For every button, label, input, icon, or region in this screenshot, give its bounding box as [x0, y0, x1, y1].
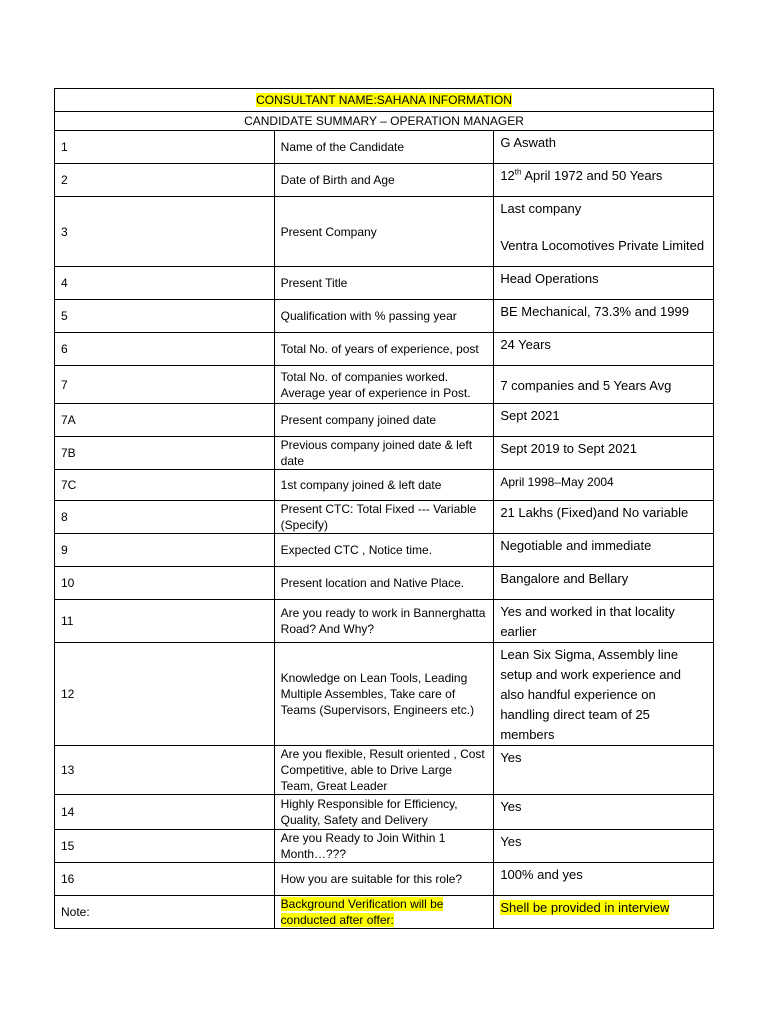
table-row	[55, 830, 714, 863]
row-number: 12	[55, 643, 275, 746]
table-row	[55, 164, 714, 197]
row-question: Highly Responsible for Efficiency, Quality, Safety and Delivery	[274, 795, 494, 830]
note-row	[55, 896, 714, 929]
row-number: 10	[55, 567, 275, 600]
row-number: 3	[55, 197, 275, 267]
row-answer: Yes	[494, 830, 714, 863]
row-answer: 24 Years	[494, 333, 714, 366]
note-answer-cell	[494, 896, 714, 929]
table-row	[55, 197, 714, 267]
row-number: 4	[55, 267, 275, 300]
table-row	[55, 863, 714, 896]
row-question: 1st company joined & left date	[274, 470, 494, 501]
dob-rest: April 1972 and 50 Years	[521, 168, 663, 183]
row-question: Present location and Native Place.	[274, 567, 494, 600]
dob-suffix: th	[514, 167, 522, 177]
table-row	[55, 567, 714, 600]
row-answer: 21 Lakhs (Fixed)and No variable	[494, 501, 714, 534]
table-row	[55, 437, 714, 470]
summary-title-row	[55, 112, 714, 131]
dob-day: 12	[500, 168, 515, 183]
row-answer	[494, 197, 714, 267]
row-number: 16	[55, 863, 275, 896]
row-answer: April 1998–May 2004	[494, 470, 714, 501]
row-question: Are you Ready to Join Within 1 Month…???	[274, 830, 494, 863]
table-row	[55, 131, 714, 164]
row-number: 9	[55, 534, 275, 567]
table-row	[55, 267, 714, 300]
row-question: Present Title	[274, 267, 494, 300]
row-answer: G Aswath	[494, 131, 714, 164]
row-number: 14	[55, 795, 275, 830]
company-name: Ventra Locomotives Private Limited	[500, 238, 705, 253]
row-question: Present company joined date	[274, 404, 494, 437]
row-answer: Head Operations	[494, 267, 714, 300]
row-question: Qualification with % passing year	[274, 300, 494, 333]
table-row	[55, 333, 714, 366]
row-question: Total No. of years of experience, post	[274, 333, 494, 366]
consultant-name: CONSULTANT NAME:SAHANA INFORMATION	[256, 93, 512, 107]
table-row	[55, 534, 714, 567]
row-question: Date of Birth and Age	[274, 164, 494, 197]
row-number: 7A	[55, 404, 275, 437]
row-question: Are you ready to work in Bannerghatta Road? And Why?	[274, 600, 494, 643]
row-answer: Sept 2021	[494, 404, 714, 437]
row-question: Present Company	[274, 197, 494, 267]
row-answer: Yes	[494, 746, 714, 795]
table-row	[55, 366, 714, 404]
table-row	[55, 600, 714, 643]
row-answer: 7 companies and 5 Years Avg	[494, 366, 714, 404]
row-answer: Bangalore and Bellary	[494, 567, 714, 600]
note-question-cell	[274, 896, 494, 929]
table-row	[55, 501, 714, 534]
table-row	[55, 470, 714, 501]
table-row	[55, 404, 714, 437]
row-answer: Yes and worked in that locality earlier	[494, 600, 714, 643]
note-question: Background Verification will be conducted after offer:	[280, 897, 444, 927]
note-answer: Shell be provided in interview	[500, 900, 670, 915]
row-question: Present CTC: Total Fixed --- Variable (Specify)	[274, 501, 494, 534]
row-question: Knowledge on Lean Tools, Leading Multiple Assembles, Take care of Teams (Supervisors, Engineers etc.)	[274, 643, 494, 746]
row-answer: 100% and yes	[494, 863, 714, 896]
row-answer	[494, 164, 714, 197]
row-answer: Negotiable and immediate	[494, 534, 714, 567]
row-answer: Yes	[494, 795, 714, 830]
row-number: 7C	[55, 470, 275, 501]
row-question: How you are suitable for this role?	[274, 863, 494, 896]
note-label: Note:	[55, 896, 275, 929]
row-number: 15	[55, 830, 275, 863]
row-number: 1	[55, 131, 275, 164]
row-answer: BE Mechanical, 73.3% and 1999	[494, 300, 714, 333]
table-row	[55, 795, 714, 830]
table-row	[55, 643, 714, 746]
row-answer: Lean Six Sigma, Assembly line setup and work experience and also handful experience on handling direct team of 25 members	[494, 643, 714, 746]
row-question: Total No. of companies worked. Average year of experience in Post.	[274, 366, 494, 404]
row-number: 13	[55, 746, 275, 795]
row-number: 7	[55, 366, 275, 404]
candidate-summary-table	[54, 88, 714, 929]
row-number: 2	[55, 164, 275, 197]
consultant-row	[55, 89, 714, 112]
table-row	[55, 746, 714, 795]
row-answer: Sept 2019 to Sept 2021	[494, 437, 714, 470]
row-number: 8	[55, 501, 275, 534]
row-number: 11	[55, 600, 275, 643]
consultant-cell	[55, 89, 714, 112]
row-number: 5	[55, 300, 275, 333]
row-question: Name of the Candidate	[274, 131, 494, 164]
row-number: 6	[55, 333, 275, 366]
row-question: Previous company joined date & left date	[274, 437, 494, 470]
row-question: Are you flexible, Result oriented , Cost Competitive, able to Drive Large Team, Great Leader	[274, 746, 494, 795]
summary-title: CANDIDATE SUMMARY – OPERATION MANAGER	[55, 112, 714, 131]
company-label: Last company	[500, 201, 582, 216]
table-row	[55, 300, 714, 333]
row-question: Expected CTC , Notice time.	[274, 534, 494, 567]
row-number: 7B	[55, 437, 275, 470]
